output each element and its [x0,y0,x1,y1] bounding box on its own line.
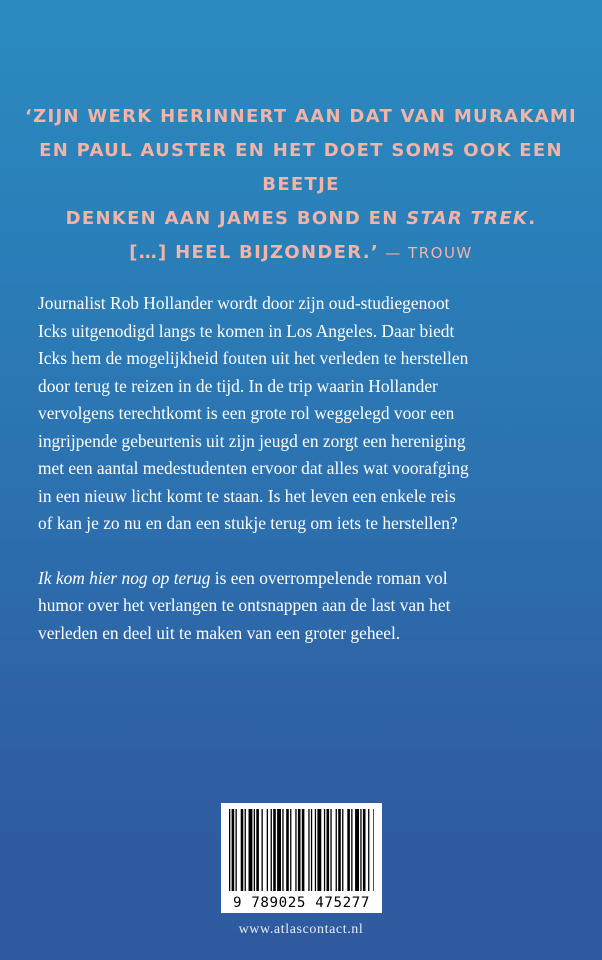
description-line: ingrijpende gebeurtenis uit zijn jeugd en zorgt een hereniging [38,430,466,451]
description-line: Icks uitgenodigd langs te komen in Los Angeles. Daar biedt [38,320,455,341]
barcode-bar [267,809,268,891]
barcode-bar [298,809,301,891]
book-description [38,290,578,647]
barcode-bar [338,809,341,891]
barcode-bar [271,809,272,891]
barcode-bar [256,809,259,891]
barcode-bar [262,809,263,891]
description-line: Journalist Rob Hollander wordt door zijn oud-studiegenoot [38,293,450,313]
barcode-bar [368,809,369,891]
description-line-rest: is een overrompelende roman vol [210,567,448,588]
barcode-bar [286,809,289,891]
barcode-bar [336,809,337,891]
barcode-bar [241,809,244,891]
description-line: verleden en deel uit te maken van een groter geheel. [38,622,401,643]
barcode-bar [330,809,331,891]
barcode-bar [290,809,291,891]
quote-line-4-text: […] HEEL BIJZONDER.’ [129,242,379,263]
quote-line-2: EN PAUL AUSTER EN HET DOET SOMS OOK EEN BEETJE [39,140,563,195]
barcode-bar [347,809,350,891]
description-line: vervolgens terechtkomt is een grote rol weggelegd voor een [38,403,455,423]
barcode-bar [249,809,253,891]
barcode-bar [360,809,361,891]
quote-star-trek: STAR TREK [406,208,529,229]
barcode-bar [295,809,296,891]
isbn-barcode [221,803,382,913]
quote-line-3-text: DENKEN AAN JAMES BOND EN [65,208,407,229]
barcode-bar [327,809,330,891]
description-line [38,565,578,593]
barcode-bar [236,809,237,891]
quote-line-4 [0,236,602,270]
barcode-bar [317,809,321,891]
book-title: Ik kom hier nog op terug [38,567,211,588]
barcode-bar [351,809,352,891]
barcode-bar [282,809,283,891]
description-line: in een nieuw licht komt te staan. Is het leven een enkele reis [38,485,456,506]
barcode-bar [229,809,230,891]
quote-line-3 [0,202,602,236]
barcode-bar [311,809,312,891]
barcode-bar [302,809,305,891]
barcode-bar [363,809,366,891]
barcode-bar [245,809,246,891]
publisher-website: www.atlascontact.nl [238,922,364,937]
barcode-bar [273,809,276,891]
description-paragraph-2 [38,565,578,648]
barcode-bar [232,809,235,891]
barcode-bars [221,803,382,895]
barcode-bar [342,809,343,891]
barcode-bar [277,809,281,891]
description-line: of kan je zo nu en dan een stukje terug om iets te herstellen? [38,513,458,533]
quote-dash: — [379,244,409,262]
quote-source: TROUW [408,244,473,262]
quote-line-3-end: . [528,208,537,229]
barcode-bar [315,809,316,891]
description-line: Icks hem de mogelijkheid fouten uit het verleden te herstellen [38,348,469,368]
review-quote [0,100,602,270]
description-line: humor over het verlangen te ontsnappen aan de last van het [38,595,451,615]
barcode-bar [308,809,309,891]
description-paragraph-1 [38,290,578,538]
description-line: met een aantal medestudenten ervoor dat alles wat voorafging [38,458,469,478]
description-line: door terug te reizen in de tijd. In de trip waarin Hollander [38,375,438,396]
barcode-bar [254,809,255,891]
barcode-bar [355,809,359,891]
quote-line-1: ‘ZIJN WERK HERINNERT AAN DAT VAN MURAKAMI [24,106,578,127]
barcode-bar [373,809,374,891]
barcode-bar [324,809,325,891]
isbn-number: 9 789025 475277 [232,895,371,911]
